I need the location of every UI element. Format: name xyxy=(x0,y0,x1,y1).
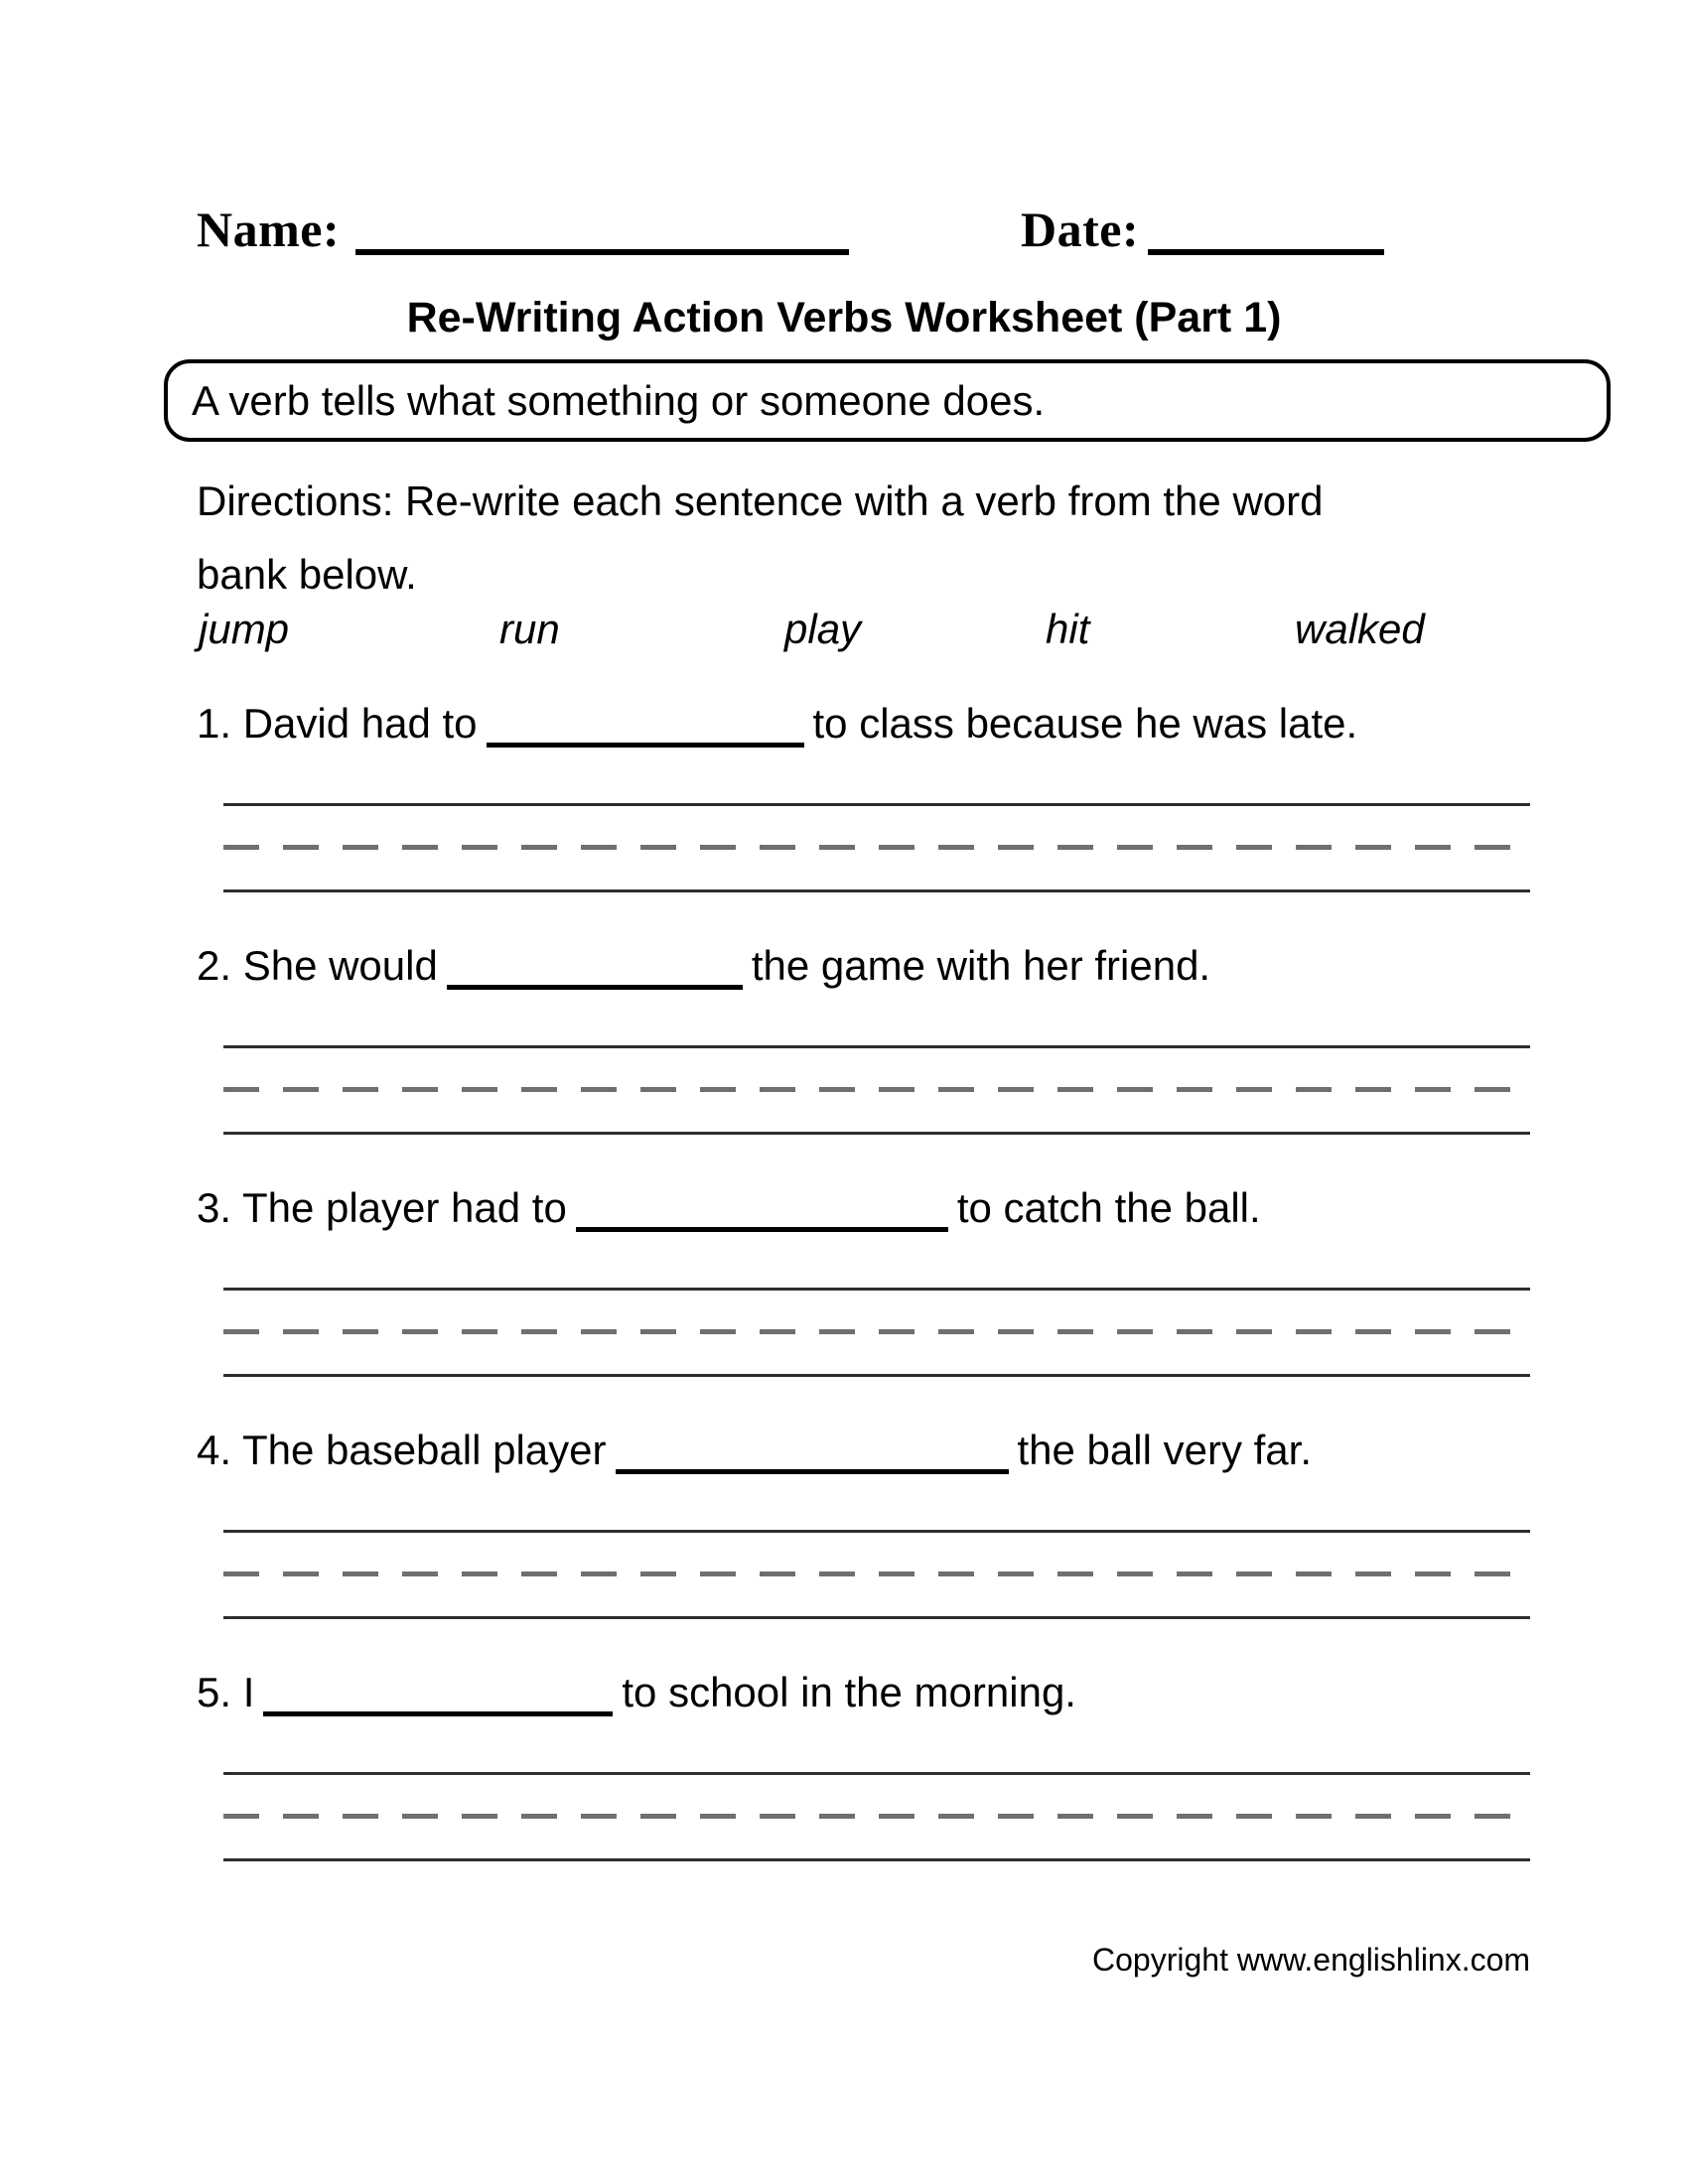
name-fill-line[interactable] xyxy=(355,211,849,255)
copyright-text: Copyright www.englishlinx.com xyxy=(1092,1942,1531,1978)
solid-line-top xyxy=(223,1772,1530,1775)
question-2 xyxy=(197,939,1607,993)
question-4 xyxy=(197,1424,1607,1477)
question-5 xyxy=(197,1666,1607,1719)
question-1-answer-blank[interactable] xyxy=(487,736,804,748)
word-bank-item-jump: jump xyxy=(199,606,290,652)
solid-line-bottom xyxy=(223,1132,1530,1135)
date-fill-line[interactable] xyxy=(1148,211,1384,255)
writing-lines-group-2[interactable] xyxy=(223,1045,1530,1135)
solid-line-top xyxy=(223,1288,1530,1291)
directions-text xyxy=(197,465,1323,612)
question-1-pre: 1. David had to xyxy=(197,700,478,747)
solid-line-bottom xyxy=(223,1374,1530,1377)
dashed-midline xyxy=(223,1814,1516,1819)
question-2-pre: 2. She would xyxy=(197,942,438,989)
question-4-pre: 4. The baseball player xyxy=(197,1427,607,1473)
question-3-post: to catch the ball. xyxy=(956,1184,1261,1231)
dashed-midline xyxy=(223,1571,1516,1576)
question-3-pre: 3. The player had to xyxy=(197,1184,567,1231)
question-3-answer-blank[interactable] xyxy=(576,1220,948,1232)
directions-line-2: bank below. xyxy=(197,551,417,598)
writing-lines-group-5[interactable] xyxy=(223,1772,1530,1861)
question-4-answer-blank[interactable] xyxy=(616,1462,1009,1474)
question-5-answer-blank[interactable] xyxy=(263,1705,613,1716)
question-5-post: to school in the morning. xyxy=(622,1669,1076,1715)
dashed-midline xyxy=(223,1087,1516,1092)
worksheet-title: Re-Writing Action Verbs Worksheet (Part 1) xyxy=(406,294,1282,341)
solid-line-bottom xyxy=(223,889,1530,892)
writing-lines-group-1[interactable] xyxy=(223,803,1530,892)
dashed-midline xyxy=(223,1329,1516,1334)
word-bank-item-run: run xyxy=(499,606,560,652)
solid-line-bottom xyxy=(223,1858,1530,1861)
question-5-pre: 5. I xyxy=(197,1669,255,1715)
definition-text: A verb tells what something or someone does. xyxy=(192,376,1046,424)
writing-lines-group-3[interactable] xyxy=(223,1288,1530,1377)
question-2-answer-blank[interactable] xyxy=(447,978,743,990)
word-bank-item-play: play xyxy=(784,606,862,652)
writing-lines-group-4[interactable] xyxy=(223,1530,1530,1619)
directions-line-1: Directions: Re-write each sentence with a verb from the word xyxy=(197,478,1324,524)
question-3 xyxy=(197,1181,1607,1235)
solid-line-top xyxy=(223,1045,1530,1048)
question-2-post: the game with her friend. xyxy=(751,942,1211,989)
solid-line-top xyxy=(223,1530,1530,1533)
dashed-midline xyxy=(223,845,1516,850)
question-1-post: to class because he was late. xyxy=(812,700,1358,747)
definition-box xyxy=(164,359,1611,442)
date-label: Date: xyxy=(1021,202,1140,257)
name-label: Name: xyxy=(197,202,341,257)
solid-line-bottom xyxy=(223,1616,1530,1619)
question-1 xyxy=(197,697,1607,751)
word-bank-item-hit: hit xyxy=(1046,606,1090,652)
solid-line-top xyxy=(223,803,1530,806)
question-4-post: the ball very far. xyxy=(1017,1427,1312,1473)
word-bank-item-walked: walked xyxy=(1295,606,1425,652)
